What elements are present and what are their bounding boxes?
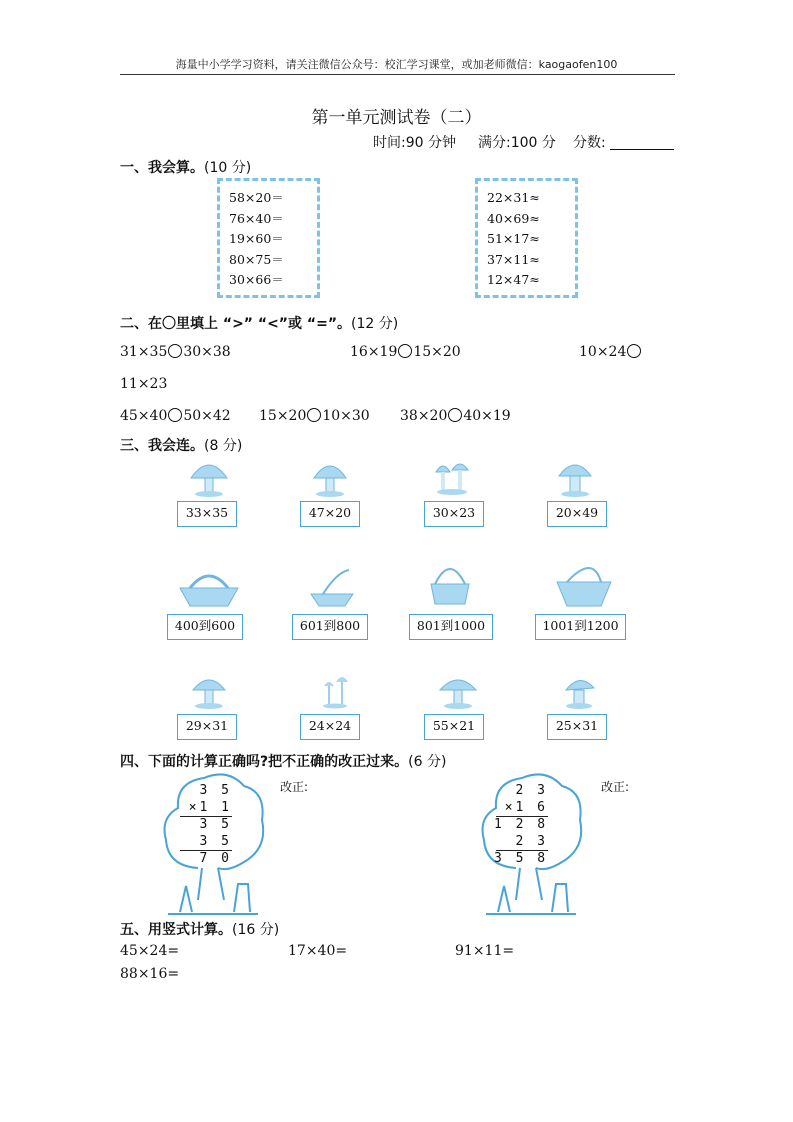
mushroom-icon: [436, 674, 480, 710]
vertical-calc-item: 17×40=: [288, 943, 348, 959]
score-label: 分数:: [573, 135, 606, 151]
multiplicand: 3 5: [199, 783, 232, 798]
section5-heading: 五、用竖式计算。(16 分): [120, 922, 280, 938]
partial-product: 2 3: [515, 833, 548, 849]
compare-circle[interactable]: [627, 344, 641, 358]
correction-label: 改正:: [280, 780, 309, 794]
estimate-item: 37×11≈: [487, 251, 540, 267]
compare-circle[interactable]: [448, 408, 462, 422]
full-score-label: 满分:100 分: [478, 135, 556, 151]
expression-card[interactable]: 30×23: [424, 501, 484, 527]
vertical-calc-item: 88×16=: [120, 966, 180, 982]
multiplier: ×1 6: [504, 799, 548, 815]
calc-item: 80×75＝: [229, 251, 284, 267]
compare-circle[interactable]: [168, 408, 182, 422]
partial-product: 3 5: [199, 817, 232, 832]
calc-box-right: [475, 178, 578, 298]
vertical-calc-item: 91×11=: [455, 943, 515, 959]
time-label: 时间:90 分钟: [373, 135, 456, 151]
basket-icon: [176, 570, 242, 610]
mushroom-icon: [308, 458, 352, 498]
mushroom-icon: [187, 458, 231, 498]
score-blank[interactable]: [610, 149, 674, 150]
basket-icon: [303, 568, 359, 610]
range-card[interactable]: 1001到1200: [535, 614, 626, 640]
header-note: 海量中小学学习资料，请关注微信公众号：校汇学习课堂，或加老师微信：kaogaofen100: [175, 58, 618, 71]
calc-result: 3 5 8: [494, 851, 549, 866]
expression-card[interactable]: 24×24: [300, 714, 360, 740]
mushroom-icon: [553, 458, 597, 498]
section2-heading: 二、在〇里填上 “>” “<”或 “=”。(12 分): [120, 316, 399, 332]
vertical-calc-2: [494, 783, 548, 868]
calc-box-left: [217, 178, 320, 298]
expression-card[interactable]: 29×31: [177, 714, 237, 740]
compare-item: 38×20 40×19: [400, 408, 511, 424]
multiplier: ×1 1: [188, 799, 232, 815]
mushroom-icon: [560, 674, 598, 710]
compare-circle[interactable]: [168, 344, 182, 358]
expression-card[interactable]: 20×49: [547, 501, 607, 527]
mushroom-icon: [187, 674, 231, 710]
calc-item: 58×20＝: [229, 190, 284, 205]
section1-heading: 一、我会算。(10 分): [120, 160, 252, 176]
basket-icon: [553, 558, 615, 610]
compare-item: 16×19 15×20: [350, 344, 461, 360]
calc-item: 76×40＝: [229, 210, 284, 226]
estimate-item: 22×31≈: [487, 190, 540, 205]
compare-item: 15×20 10×30: [259, 408, 370, 424]
range-card[interactable]: 400到600: [167, 614, 243, 640]
multiplicand: 2 3: [515, 783, 548, 798]
expression-card[interactable]: 25×31: [547, 714, 607, 740]
mushroom-cluster-icon: [430, 458, 474, 498]
basket-icon: [423, 558, 477, 610]
vertical-calc-item: 45×24=: [120, 943, 180, 959]
partial-product: 1 2 8: [494, 817, 549, 832]
mushroom-cluster-icon: [318, 674, 352, 710]
expression-card[interactable]: 55×21: [424, 714, 484, 740]
correction-label: 改正:: [601, 780, 630, 794]
estimate-item: 51×17≈: [487, 231, 540, 246]
section4-heading: 四、下面的计算正确吗?把不正确的改正过来。(6 分): [120, 754, 447, 770]
compare-circle[interactable]: [398, 344, 412, 358]
calc-item: 19×60＝: [229, 231, 284, 246]
calc-item: 30×66＝: [229, 272, 284, 287]
page-title: 第一单元测试卷（二）: [311, 108, 482, 128]
compare-item: 45×40 50×42: [120, 408, 231, 424]
estimate-item: 40×69≈: [487, 210, 540, 226]
calc-result: 7 0: [199, 851, 232, 866]
estimate-item: 12×47≈: [487, 272, 540, 287]
vertical-calc-1: [178, 783, 232, 868]
header-divider: [120, 74, 675, 75]
compare-item: 10×24: [579, 344, 642, 360]
partial-product: 3 5: [199, 833, 232, 849]
compare-circle[interactable]: [307, 408, 321, 422]
range-card[interactable]: 601到800: [292, 614, 368, 640]
compare-item-wrap: 11×23: [120, 376, 168, 392]
expression-card[interactable]: 33×35: [177, 501, 237, 527]
compare-item: 31×35 30×38: [120, 344, 231, 360]
expression-card[interactable]: 47×20: [300, 501, 360, 527]
section3-heading: 三、我会连。(8 分): [120, 438, 243, 454]
range-card[interactable]: 801到1000: [409, 614, 493, 640]
